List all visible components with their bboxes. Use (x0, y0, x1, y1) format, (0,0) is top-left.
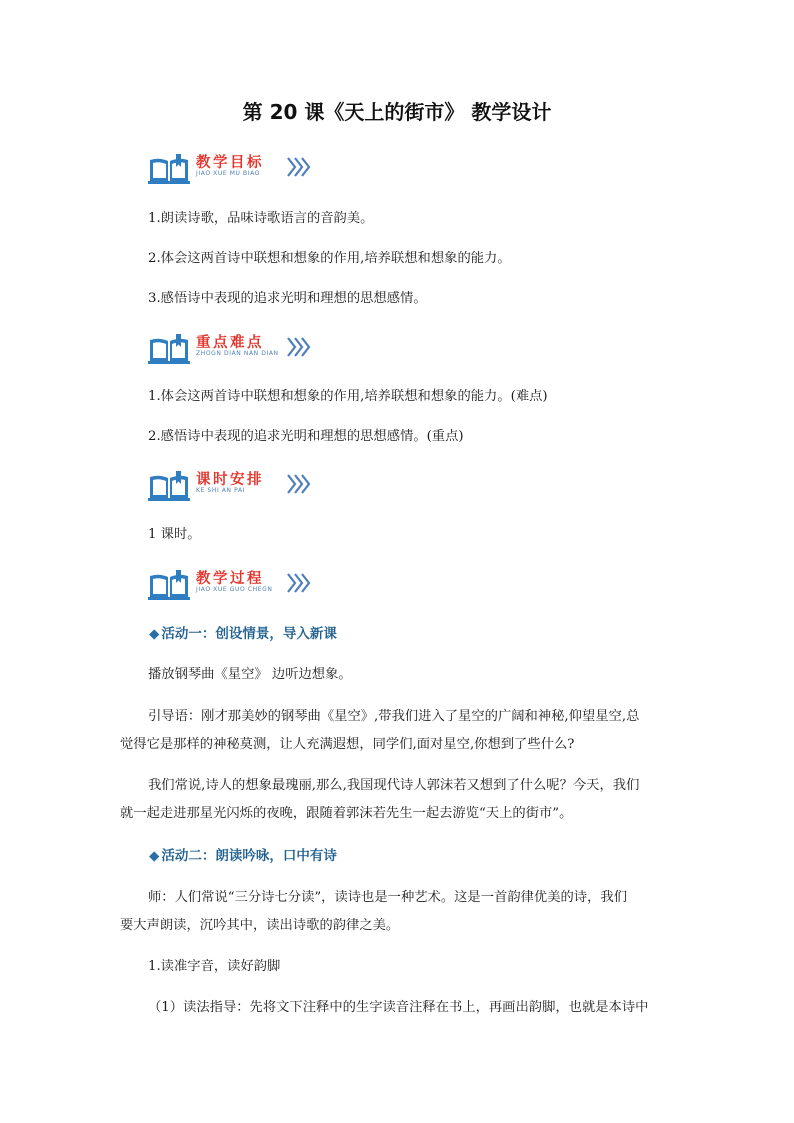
open-book-icon (148, 568, 190, 600)
section-label: 教学过程 (196, 571, 264, 587)
chevrons-right-icon (286, 572, 312, 594)
objective-item: 2.体会这两首诗中联想和想象的作用,培养联想和想象的能力。 (148, 251, 511, 266)
chevrons-right-icon (286, 156, 312, 178)
section-pinyin: JIAO XUE GUO CHEGN (196, 586, 273, 593)
diamond-bullet-icon: ◆ (149, 626, 160, 642)
paragraph-line: 就一起走进那星光闪烁的夜晚，跟随着郭沫若先生一起去游览“天上的街市”。 (120, 806, 573, 821)
paragraph-line: 我们常说,诗人的想象最瑰丽,那么,我国现代诗人郭沫若又想到了什么呢？今天，我们 (148, 778, 640, 793)
objective-item: 3.感悟诗中表现的追求光明和理想的思想感情。 (148, 291, 427, 306)
activity-heading (149, 844, 337, 864)
open-book-icon (148, 152, 190, 184)
chevrons-right-icon (286, 473, 312, 495)
section-header-objectives (148, 152, 348, 186)
section-header-key-points (148, 332, 348, 366)
activity-title: 活动一：创设情景，导入新课 (161, 626, 337, 642)
paragraph-line: 觉得它是那样的神秘莫测，让人充满遐想，同学们,面对星空,你想到了些什么? (120, 737, 575, 752)
section-label: 重点难点 (196, 335, 264, 351)
activity-heading (149, 622, 337, 642)
objective-item: 1.朗读诗歌，品味诗歌语言的音韵美。 (148, 211, 374, 226)
paragraph: （1）读法指导：先将文下注释中的生字读音注释在书上，再画出韵脚，也就是本诗中 (148, 1000, 649, 1015)
key-point-item: 1.体会这两首诗中联想和想象的作用,培养联想和想象的能力。(难点) (148, 389, 548, 404)
diamond-bullet-icon: ◆ (149, 848, 160, 864)
paragraph-line: 引导语：刚才那美妙的钢琴曲《星空》,带我们进入了星空的广阔和神秘,仰望星空,总 (148, 709, 640, 724)
section-label: 课时安排 (196, 472, 264, 488)
key-point-item: 2.感悟诗中表现的追求光明和理想的思想感情。(重点) (148, 429, 464, 444)
section-pinyin: KE SHI AN PAI (196, 487, 246, 494)
paragraph-line: 要大声朗读，沉吟其中，读出诗歌的韵律之美。 (120, 918, 400, 933)
chevrons-right-icon (286, 336, 312, 358)
open-book-icon (148, 332, 190, 364)
section-label: 教学目标 (196, 155, 264, 171)
paragraph: 播放钢琴曲《星空》 边听边想象。 (148, 667, 352, 682)
schedule-text: 1 课时。 (148, 527, 201, 542)
section-pinyin: JIAO XUE MU BIAO (196, 170, 261, 177)
section-header-process (148, 568, 348, 602)
paragraph-line: 师：人们常说“三分诗七分读”，读诗也是一种艺术。这是一首韵律优美的诗，我们 (148, 890, 627, 905)
activity-title: 活动二：朗读吟咏，口中有诗 (161, 848, 337, 864)
open-book-icon (148, 469, 190, 501)
section-pinyin: ZHOGN DIAN NAN DIAN (196, 350, 279, 357)
paragraph: 1.读准字音，读好韵脚 (148, 959, 281, 974)
section-header-schedule (148, 469, 348, 503)
page-title: 第 20 课《天上的街市》 教学设计 (242, 100, 552, 124)
